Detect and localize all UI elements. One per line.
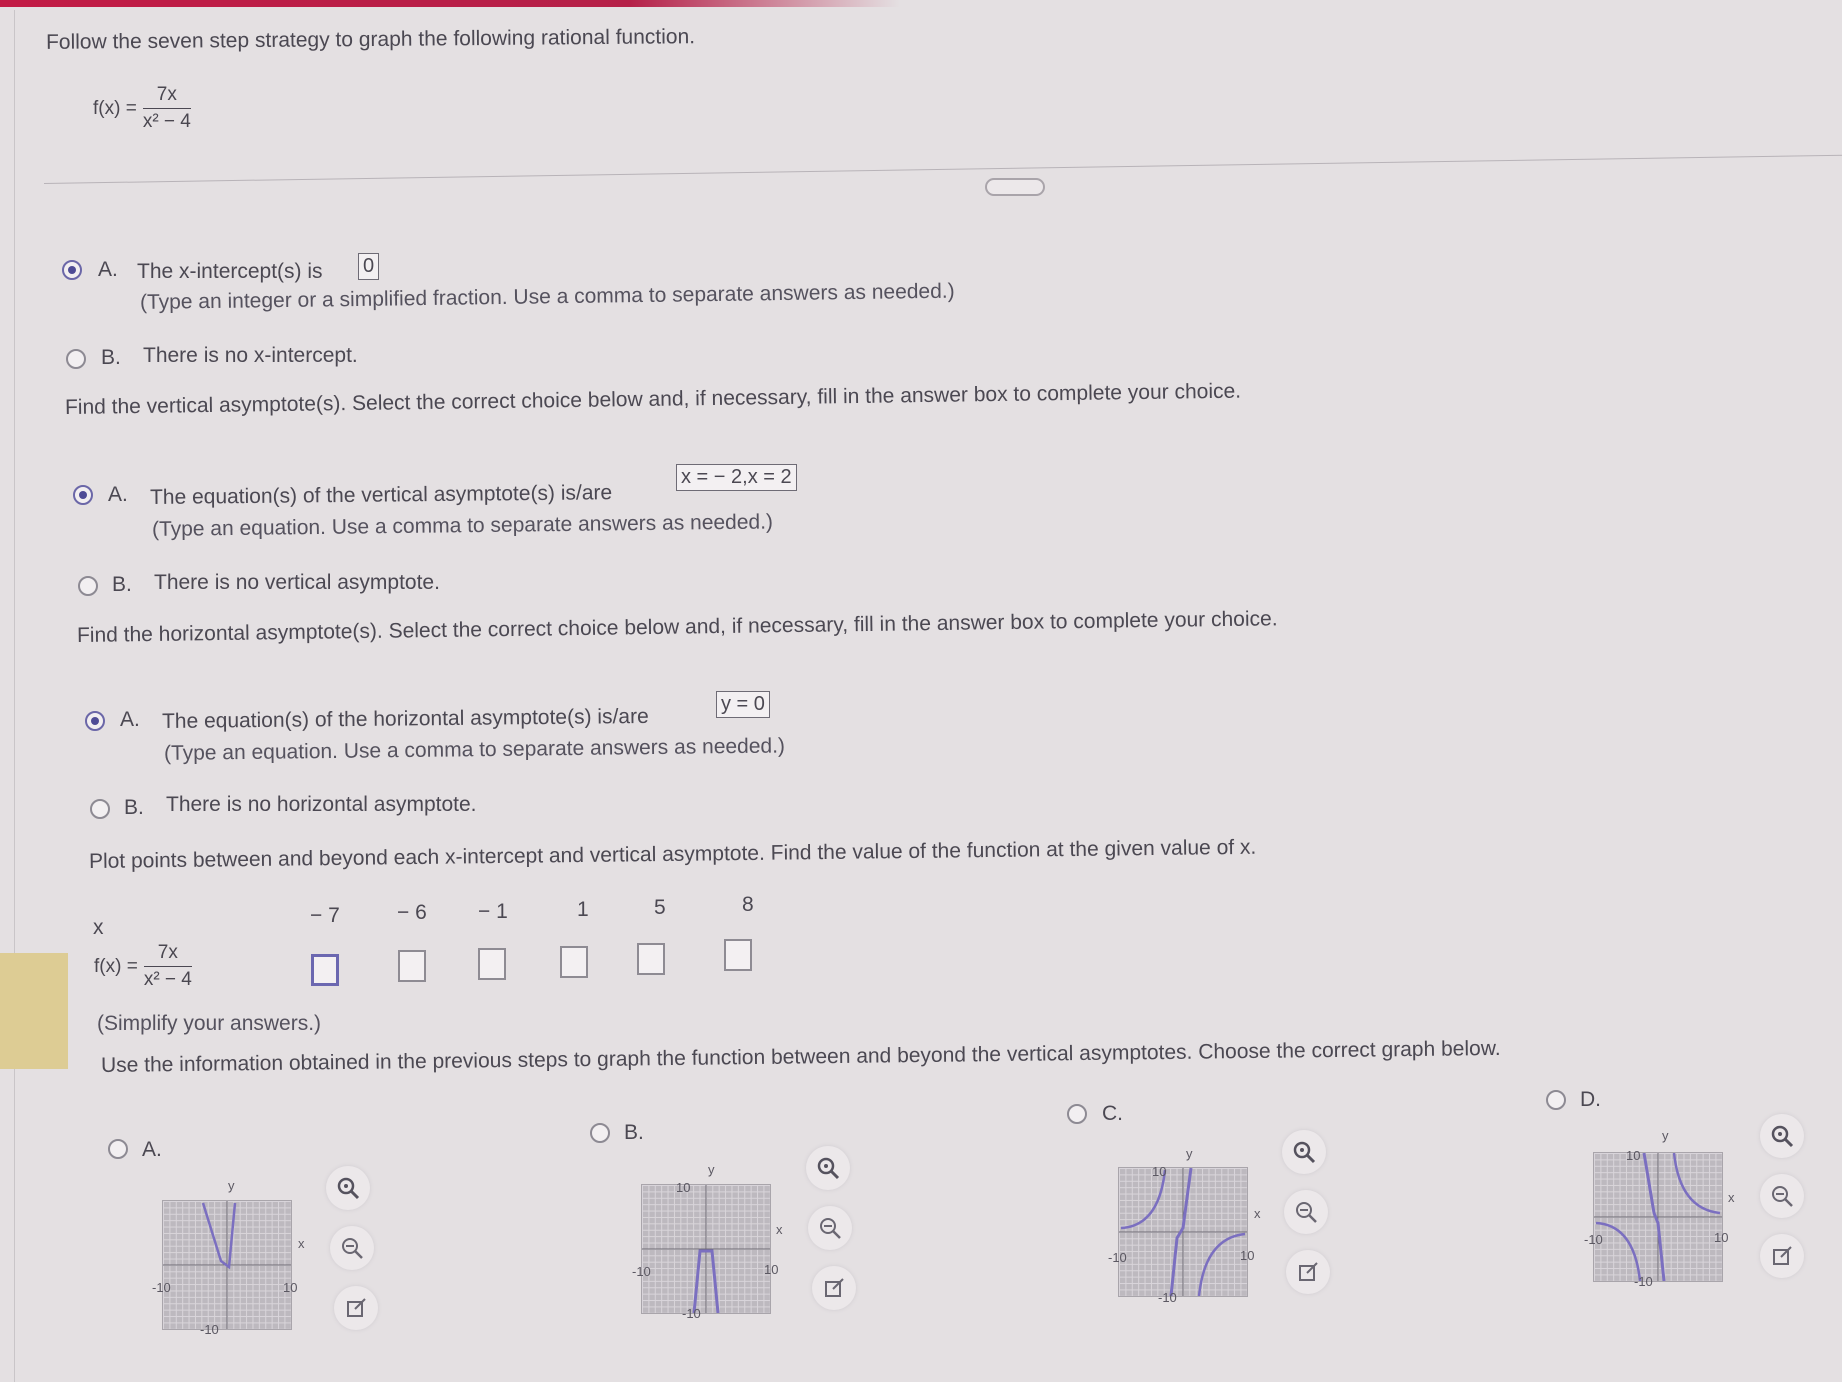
graph-d-xmax: 10 (1714, 1230, 1729, 1245)
fx-input-6[interactable] (724, 939, 752, 971)
x-intercept-choice-b-letter: B. (101, 346, 121, 369)
vertical-asymptote-choice-b-letter: B. (112, 573, 132, 596)
x-value-1: − 7 (310, 904, 340, 927)
graph-b-ymin: -10 (682, 1306, 701, 1321)
x-value-6: 8 (742, 893, 754, 916)
zoom-out-icon[interactable] (330, 1226, 374, 1270)
horizontal-asymptote-prompt: Find the horizontal asymptote(s). Select the correct choice below and, if necessary, fill in the answer box to complete your choice. (76, 607, 1278, 647)
fx-input-4[interactable] (560, 946, 588, 978)
open-new-window-icon[interactable] (1760, 1234, 1804, 1278)
fx-numerator: 7x (157, 942, 178, 963)
section-divider (44, 155, 1842, 184)
function-lhs: f(x) = (93, 97, 137, 119)
left-highlight-band (0, 953, 68, 1069)
graph-c-ymin: -10 (1158, 1290, 1177, 1305)
x-intercept-choice-a-text: The x-intercept(s) is (137, 260, 323, 283)
instruction-text: Follow the seven step strategy to graph the following rational function. (45, 25, 696, 54)
graph-d-y-label: y (1662, 1128, 1669, 1143)
graph-b-xmax: 10 (764, 1262, 779, 1277)
function-numerator: 7x (156, 84, 177, 105)
graph-a-ymin: -10 (200, 1322, 219, 1337)
x-value-4: 1 (577, 898, 589, 921)
graph-radio-d[interactable] (1546, 1090, 1566, 1110)
graph-d-xmin: -10 (1584, 1232, 1603, 1247)
graph-d-ymax: 10 (1626, 1148, 1641, 1163)
vertical-asymptote-choice-a-letter: A. (108, 483, 128, 506)
horizontal-asymptote-hint: (Type an equation. Use a comma to separate answers as needed.) (163, 734, 786, 765)
fx-input-5[interactable] (637, 943, 665, 975)
graph-option-a-letter: A. (142, 1138, 162, 1161)
vertical-asymptote-answer-box[interactable]: x = − 2,x = 2 (676, 464, 797, 491)
zoom-in-icon[interactable] (326, 1166, 370, 1210)
top-accent-bar (0, 0, 900, 7)
horizontal-asymptote-choice-a-text: The equation(s) of the horizontal asymptote(s) is/are (161, 704, 649, 733)
x-value-2: − 6 (397, 901, 427, 924)
graph-option-c-letter: C. (1102, 1102, 1123, 1125)
graph-option-b-letter: B. (624, 1121, 644, 1144)
horizontal-asymptote-answer-box[interactable]: y = 0 (716, 691, 770, 718)
graph-c-x-label: x (1254, 1206, 1261, 1221)
graph-choice-prompt: Use the information obtained in the previous steps to graph the function between and beyond the vertical asymptotes. Choose the correct graph below. (100, 1036, 1501, 1077)
vertical-asymptote-choice-b-text: There is no vertical asymptote. (154, 571, 440, 594)
horizontal-asymptote-radio-b[interactable] (90, 799, 110, 819)
x-value-3: − 1 (478, 900, 508, 923)
fx-row-label (94, 942, 192, 991)
graph-radio-b[interactable] (590, 1123, 610, 1143)
horizontal-asymptote-choice-b-text: There is no horizontal asymptote. (166, 793, 477, 816)
graph-a-xmax: 10 (283, 1280, 298, 1295)
graph-a-xmin: -10 (152, 1280, 171, 1295)
zoom-out-icon[interactable] (1284, 1190, 1328, 1234)
x-row-label: x (93, 916, 104, 939)
graph-c-y-label: y (1186, 1146, 1193, 1161)
graph-c-xmin: -10 (1108, 1250, 1127, 1265)
graph-b-ymax: 10 (676, 1180, 691, 1195)
graph-d-x-label: x (1728, 1190, 1735, 1205)
function-denominator: x² − 4 (142, 111, 191, 132)
graph-a (162, 1200, 292, 1330)
x-value-5: 5 (654, 896, 666, 919)
graph-d (1593, 1152, 1723, 1282)
graph-radio-a[interactable] (108, 1139, 128, 1159)
open-new-window-icon[interactable] (334, 1286, 378, 1330)
vertical-asymptote-hint: (Type an equation. Use a comma to separate answers as needed.) (151, 510, 774, 541)
plot-points-prompt: Plot points between and beyond each x-intercept and vertical asymptote. Find the value of the function at the given value of x. (88, 835, 1257, 873)
x-intercept-radio-a[interactable] (62, 260, 82, 280)
fx-input-3[interactable] (478, 948, 506, 980)
graph-a-y-label: y (228, 1178, 235, 1193)
zoom-in-icon[interactable] (1282, 1130, 1326, 1174)
horizontal-asymptote-choice-b-letter: B. (124, 796, 144, 819)
zoom-out-icon[interactable] (808, 1206, 852, 1250)
horizontal-asymptote-choice-a-letter: A. (120, 708, 140, 731)
vertical-asymptote-radio-b[interactable] (78, 576, 98, 596)
fx-input-2[interactable] (398, 950, 426, 982)
vertical-asymptote-prompt: Find the vertical asymptote(s). Select the correct choice below and, if necessary, fill in the answer box to complete your choice. (64, 379, 1242, 419)
fx-denominator: x² − 4 (143, 969, 192, 990)
graph-c-ymax: 10 (1152, 1164, 1167, 1179)
graph-b-xmin: -10 (632, 1264, 651, 1279)
x-intercept-radio-b[interactable] (66, 349, 86, 369)
x-intercept-answer-box[interactable]: 0 (358, 253, 379, 280)
vertical-asymptote-radio-a[interactable] (73, 485, 93, 505)
fx-input-1[interactable] (311, 954, 339, 986)
graph-option-d-letter: D. (1580, 1088, 1601, 1111)
zoom-in-icon[interactable] (806, 1146, 850, 1190)
x-intercept-hint: (Type an integer or a simplified fraction. Use a comma to separate answers as needed.) (139, 279, 955, 314)
graph-b (641, 1184, 771, 1314)
x-intercept-choice-a-letter: A. (98, 258, 118, 281)
graph-radio-c[interactable] (1067, 1104, 1087, 1124)
graph-a-x-label: x (298, 1236, 305, 1251)
plot-points-hint: (Simplify your answers.) (97, 1012, 322, 1035)
zoom-in-icon[interactable] (1760, 1114, 1804, 1158)
function-definition (93, 84, 191, 133)
horizontal-asymptote-radio-a[interactable] (85, 711, 105, 731)
x-intercept-choice-b-text: There is no x-intercept. (143, 344, 358, 367)
graph-b-y-label: y (708, 1162, 715, 1177)
open-new-window-icon[interactable] (1286, 1250, 1330, 1294)
graph-b-x-label: x (776, 1222, 783, 1237)
graph-c (1118, 1167, 1248, 1297)
zoom-out-icon[interactable] (1760, 1174, 1804, 1218)
graph-c-xmax: 10 (1240, 1248, 1255, 1263)
open-new-window-icon[interactable] (812, 1266, 856, 1310)
left-border (14, 10, 15, 1382)
expand-handle[interactable] (985, 178, 1045, 196)
graph-d-ymin: -10 (1634, 1274, 1653, 1289)
vertical-asymptote-choice-a-text: The equation(s) of the vertical asymptote(s) is/are (149, 481, 613, 509)
fx-lhs: f(x) = (94, 955, 138, 977)
